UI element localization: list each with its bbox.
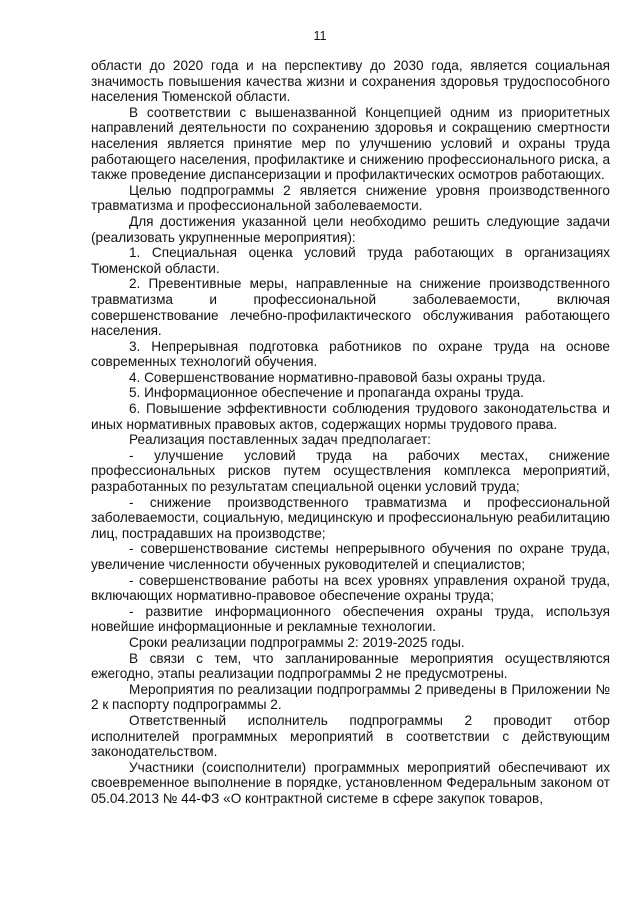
paragraph: Целью подпрограммы 2 является снижение уровня производственного травматизма и профессиональной заболеваемости.: [91, 182, 610, 214]
paragraph: области до 2020 года и на перспективу до 2030 года, является социальная значимость повышения качества жизни и сохранения здоровья трудоспособного населения Тюменской области.: [91, 58, 610, 105]
paragraph: - улучшение условий труда на рабочих местах, снижение профессиональных рисков путем осуществления комплекса мероприятий, разработанных по результатам специальной оценки условий труда;: [91, 447, 610, 495]
paragraph: 4. Совершенствование нормативно-правовой базы охраны труда.: [129, 369, 546, 385]
document-body: [91, 58, 610, 807]
paragraph: 6. Повышение эффективности соблюдения трудового законодательства и иных нормативных правовых актов, содержащих нормы трудового права.: [91, 401, 610, 432]
paragraph: Ответственный исполнитель подпрограммы 2 проводит отбор исполнителей программных мероприятий в соответствии с действующим законодательством.: [91, 712, 610, 760]
paragraph: Участники (соисполнители) программных мероприятий обеспечивают их своевременное выполнение в порядке, установленном Федеральным законом от 05.04.2013 № 44-ФЗ «О контрактной системе в сфере закупок товаров,: [91, 759, 610, 806]
paragraph: 3. Непрерывная подготовка работников по охране труда на основе современных технологий обучения.: [91, 338, 610, 370]
page-number: 11: [313, 29, 327, 43]
paragraph: - снижение производственного травматизма и профессиональной заболеваемости, социальную, медицинскую и профессиональную реабилитацию лиц, пострадавших на производстве;: [91, 494, 610, 541]
paragraph: Мероприятия по реализации подпрограммы 2 приведены в Приложении № 2 к паспорту подпрограммы 2.: [91, 681, 610, 713]
paragraph: Сроки реализации подпрограммы 2: 2019-2025 годы.: [129, 634, 465, 650]
paragraph: - совершенствование системы непрерывного обучения по охране труда, увеличение численности обученных руководителей и специалистов;: [91, 541, 610, 572]
paragraph: В связи с тем, что запланированные мероприятия осуществляются ежегодно, этапы реализации подпрограммы 2 не предусмотрены.: [91, 650, 610, 682]
paragraph: - совершенствование работы на всех уровнях управления охраной труда, включающих нормативно-правовое обеспечение охраны труда;: [91, 572, 610, 604]
paragraph: 5. Информационное обеспечение и пропаганда охраны труда.: [129, 385, 524, 401]
paragraph: Для достижения указанной цели необходимо решить следующие задачи (реализовать укрупненные мероприятия):: [91, 213, 610, 245]
paragraph: - развитие информационного обеспечения охраны труда, используя новейшие информационные и рекламные технологии.: [91, 603, 610, 635]
paragraph: 2. Превентивные меры, направленные на снижение производственного травматизма и профессиональной заболеваемости, включая совершенствование лечебно-профилактического обслуживания работающего населения.: [91, 276, 610, 339]
paragraph: 1. Специальная оценка условий труда работающих в организациях Тюменской области.: [91, 245, 610, 276]
paragraph: Реализация поставленных задач предполагает:: [129, 432, 431, 448]
paragraph: В соответствии с вышеназванной Концепцией одним из приоритетных направлений деятельности по сохранению здоровья и сокращению смертности населения является принятие мер по улучшению условий и охраны труда работающего населения, профилактике и снижению профессионального риска, а также проведение диспансеризации и профилактических осмотров работающих.: [91, 104, 610, 183]
